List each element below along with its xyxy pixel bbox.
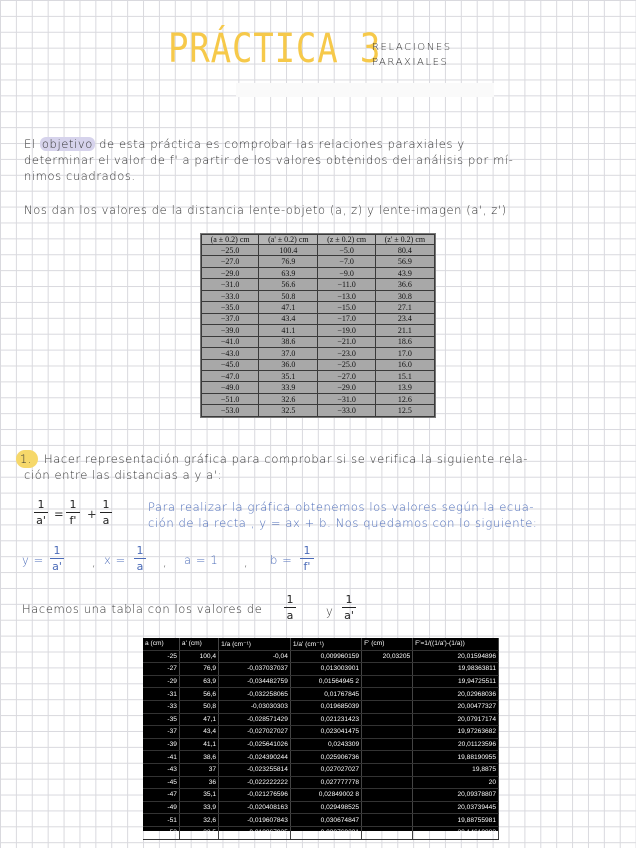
results-table-cell: -0,028571429	[219, 713, 291, 726]
results-table-row	[143, 700, 499, 713]
results-table-cell	[362, 700, 413, 713]
results-table-cell: 100,4	[179, 650, 218, 663]
results-table-row	[143, 675, 499, 688]
photo-table-cell: −47.0	[202, 370, 259, 381]
photo-table-cell: 32.5	[259, 405, 318, 417]
photo-table-cell: 38.6	[259, 336, 318, 347]
results-table-cell	[362, 776, 413, 789]
results-table-cell: 20,03205	[362, 650, 413, 663]
results-table-cell: 20	[413, 776, 499, 789]
results-table-header-cell: F' (cm)	[362, 638, 413, 650]
header-band	[236, 83, 494, 97]
results-table-cell: 0,021231423	[290, 713, 361, 726]
results-table-cell: -0,020408163	[219, 801, 291, 814]
photo-table-header-cell: (a' ± 0.2) cm	[259, 235, 318, 245]
results-table-cell: -37	[143, 726, 179, 739]
results-table-cell: 63,9	[179, 675, 218, 688]
results-table-cell: -29	[143, 675, 179, 688]
photo-table-cell: 18.6	[375, 336, 434, 347]
photo-table-row	[202, 256, 435, 267]
results-table-cell: 0,023041475	[290, 726, 361, 739]
photo-table-cell: 36.6	[375, 279, 434, 290]
intro-1-over-a-prime: 1 a'	[342, 593, 356, 622]
results-table-cell: 37	[179, 763, 218, 776]
results-table-cell: 0,02849002 8	[290, 789, 361, 802]
y-equals: y =	[22, 553, 44, 567]
section-1-line-2: ción entre las distancias a y a':	[24, 468, 223, 482]
formula-equals: =	[54, 507, 64, 521]
subtitle-line-1: RELACIONES	[372, 42, 452, 53]
photo-table-cell: −49.0	[202, 382, 259, 393]
results-table-header-row	[143, 638, 499, 650]
a-equals: a = 1	[184, 553, 219, 567]
results-table-cell: 19,88755981	[413, 814, 499, 827]
photo-table-cell: 33.9	[259, 382, 318, 393]
results-table-cell	[362, 688, 413, 701]
results-table-cell: 76,9	[179, 663, 218, 676]
photo-table-row	[202, 370, 435, 381]
results-table-row	[143, 688, 499, 701]
photo-table-cell: 17.0	[375, 348, 434, 359]
photo-table-cell: 27.1	[375, 302, 434, 313]
results-table-cell: -0,027027027	[219, 726, 291, 739]
results-table-cell: -27	[143, 663, 179, 676]
photo-table-cell: −41.0	[202, 336, 259, 347]
results-table-cell: -0,019607843	[219, 814, 291, 827]
photo-table-cell: −53.0	[202, 405, 259, 417]
photo-table-cell: −35.0	[202, 302, 259, 313]
results-table-cell: 32,5	[179, 826, 218, 839]
intro-line-1: El objetivo de esta práctica es comprobar las relaciones paraxiales y	[24, 137, 465, 151]
results-table-cell: 20,02968036	[413, 688, 499, 701]
photo-table-cell: −7.0	[318, 256, 375, 267]
method-note-line-2: ción de la recta , y = ax + b. Nos quedamos con lo siguiente:	[148, 516, 538, 530]
photo-table-cell: −29.0	[318, 382, 375, 393]
results-table-cell: 0,027027027	[290, 763, 361, 776]
results-table-cell: 19,98363811	[413, 663, 499, 676]
photo-table-cell: −11.0	[318, 279, 375, 290]
photo-table-row	[202, 290, 435, 301]
photo-table-cell: 21.1	[375, 325, 434, 336]
photo-table-cell: −33.0	[318, 405, 375, 417]
photo-table-cell: −21.0	[318, 336, 375, 347]
results-table-row	[143, 826, 499, 839]
results-table-cell: 20,01594896	[413, 650, 499, 663]
photo-table-cell: −27.0	[318, 370, 375, 381]
photo-table-row	[202, 267, 435, 278]
formula-1-over-a: 1 a	[100, 498, 112, 527]
results-table-cell: 19,88190955	[413, 751, 499, 764]
results-table-cell: 41,1	[179, 738, 218, 751]
results-table-cell: -0,018867925	[219, 826, 291, 839]
results-table-row	[143, 663, 499, 676]
photo-table-cell: −29.0	[202, 267, 259, 278]
photo-table-row	[202, 279, 435, 290]
photo-table-cell: 13.9	[375, 382, 434, 393]
results-table-row	[143, 726, 499, 739]
photo-table-cell: 50.8	[259, 290, 318, 301]
method-note-line-1: Para realizar la gráfica obtenemos los valores según la ecua-	[148, 500, 535, 514]
results-table-row	[143, 751, 499, 764]
results-table-row	[143, 801, 499, 814]
results-table-cell: -0,032258065	[219, 688, 291, 701]
results-table-row	[143, 713, 499, 726]
results-table-cell: 0,029498525	[290, 801, 361, 814]
results-table-cell	[362, 826, 413, 839]
photo-table-row	[202, 313, 435, 324]
page-title: PRÁCTICA 3	[168, 26, 382, 72]
photo-table-cell: −15.0	[318, 302, 375, 313]
results-table-cell: -0,037037037	[219, 663, 291, 676]
photo-table-cell: 37.0	[259, 348, 318, 359]
results-table-header-cell: a (cm)	[143, 638, 179, 650]
photo-table-row	[202, 405, 435, 417]
photo-table-header-cell: (z' ± 0.2) cm	[375, 235, 434, 245]
photo-table-cell: 80.4	[375, 245, 434, 256]
photo-table-cell: −25.0	[202, 245, 259, 256]
results-table-header-cell: 1/a' (cm⁻¹)	[290, 638, 361, 650]
formula-1-over-f-prime: 1 f'	[66, 498, 80, 527]
results-table	[143, 638, 499, 837]
results-table-row	[143, 814, 499, 827]
photo-table-cell: 15.1	[375, 370, 434, 381]
results-table-cell: -0,024390244	[219, 751, 291, 764]
x-equals: x =	[104, 553, 126, 567]
results-table-row	[143, 650, 499, 663]
results-table-cell: 0,01564945 2	[290, 675, 361, 688]
y-fraction: 1 a'	[50, 544, 64, 573]
intro-line-3: nimos cuadrados.	[24, 169, 136, 183]
results-table-cell: 0,030674847	[290, 814, 361, 827]
photo-table-cell: −31.0	[202, 279, 259, 290]
results-table-cell: 20,14619883	[413, 826, 499, 839]
photo-table-row	[202, 302, 435, 313]
subtitle-line-2: PARAXIALES	[372, 57, 449, 68]
photo-table-cell: 16.0	[375, 359, 434, 370]
photo-table-cell: 47.1	[259, 302, 318, 313]
formula-1-over-a-prime: 1 a'	[34, 498, 48, 527]
results-table-cell: 32,6	[179, 814, 218, 827]
results-table-cell: 35,1	[179, 789, 218, 802]
table-intro-text: Hacemos una tabla con los valores de	[22, 602, 263, 616]
photo-table-row	[202, 359, 435, 370]
results-table-cell: 0,0243309	[290, 738, 361, 751]
photo-table-cell: 56.9	[375, 256, 434, 267]
results-table-cell: 56,6	[179, 688, 218, 701]
results-table-cell: -43	[143, 763, 179, 776]
results-table-cell	[362, 675, 413, 688]
photo-table-cell: 12.5	[375, 405, 434, 417]
results-table-cell: 43,4	[179, 726, 218, 739]
page-subtitle	[372, 40, 452, 70]
results-table-cell: 0,01767845	[290, 688, 361, 701]
results-table-cell: -45	[143, 776, 179, 789]
intro-1-over-a: 1 a	[284, 593, 296, 622]
results-table-cell: -51	[143, 814, 179, 827]
separator-comma-1: ,	[92, 555, 97, 569]
photo-table-cell: 36.0	[259, 359, 318, 370]
photo-table-cell: −13.0	[318, 290, 375, 301]
results-table-cell: 38,6	[179, 751, 218, 764]
photo-table-row	[202, 325, 435, 336]
photo-table-row	[202, 245, 435, 256]
results-table-cell: -47	[143, 789, 179, 802]
photo-table-row	[202, 393, 435, 404]
photo-table-row	[202, 382, 435, 393]
photo-table-cell: 43.4	[259, 313, 318, 324]
results-table-cell	[362, 789, 413, 802]
results-table-cell: -0,03030303	[219, 700, 291, 713]
intro-line-2: determinar el valor de f' a partir de los valores obtenidos del análisis por mí-	[24, 153, 514, 167]
results-table-cell: 0,019685039	[290, 700, 361, 713]
photo-table-cell: −25.0	[318, 359, 375, 370]
results-table-cell: -39	[143, 738, 179, 751]
photo-table-cell: −37.0	[202, 313, 259, 324]
results-table-cell	[362, 751, 413, 764]
measurement-photo-table	[200, 233, 436, 418]
photo-table-cell: 23.4	[375, 313, 434, 324]
results-table-cell	[362, 763, 413, 776]
results-table-row	[143, 738, 499, 751]
results-table-cell: 19,94725511	[413, 675, 499, 688]
b-equals: b =	[270, 553, 293, 567]
photo-table-cell: −9.0	[318, 267, 375, 278]
separator-comma-2: ,	[163, 555, 168, 569]
results-table-row	[143, 789, 499, 802]
results-table-cell: 20,00477327	[413, 700, 499, 713]
x-fraction: 1 a	[134, 544, 146, 573]
given-values-text: Nos dan los valores de la distancia lente-objeto (a, z) y lente-imagen (a', z')	[24, 203, 507, 217]
results-table-cell: 33,9	[179, 801, 218, 814]
photo-table-cell: 30.8	[375, 290, 434, 301]
photo-table-cell: 76.9	[259, 256, 318, 267]
photo-table-cell: −5.0	[318, 245, 375, 256]
photo-table-cell: −33.0	[202, 290, 259, 301]
results-table-cell: -31	[143, 688, 179, 701]
results-table-header-cell: a' (cm)	[179, 638, 218, 650]
results-table-cell	[362, 663, 413, 676]
results-table-cell: 0,030769231	[290, 826, 361, 839]
results-table-row	[143, 776, 499, 789]
results-table-cell: -0,023255814	[219, 763, 291, 776]
results-table-cell: -0,04	[219, 650, 291, 663]
photo-table-cell: 41.1	[259, 325, 318, 336]
results-table-cell: -0,025641026	[219, 738, 291, 751]
results-table-cell: -33	[143, 700, 179, 713]
results-table-cell	[362, 814, 413, 827]
results-table-cell: -0,022222222	[219, 776, 291, 789]
results-table-cell: 0,027777778	[290, 776, 361, 789]
section-number: 1.	[20, 452, 33, 466]
photo-table-header-row	[202, 235, 435, 245]
results-table-cell: -0,034482759	[219, 675, 291, 688]
photo-table-cell: 32.6	[259, 393, 318, 404]
b-fraction: 1 f'	[300, 544, 314, 573]
results-table-cell: -25	[143, 650, 179, 663]
results-table-cell: -49	[143, 801, 179, 814]
results-table-cell	[362, 801, 413, 814]
results-table-cell: 20,01123596	[413, 738, 499, 751]
results-table-header-cell: 1/a (cm⁻¹)	[219, 638, 291, 650]
results-table-cell: -0,021276596	[219, 789, 291, 802]
results-table-cell: 0,009960159	[290, 650, 361, 663]
photo-table-cell: −51.0	[202, 393, 259, 404]
results-table-cell: 50,8	[179, 700, 218, 713]
results-table-cell: 20,07917174	[413, 713, 499, 726]
photo-table-cell: −19.0	[318, 325, 375, 336]
results-table-cell: 0,013003901	[290, 663, 361, 676]
photo-table-cell: 43.9	[375, 267, 434, 278]
results-table-header-cell: F'=1/((1/a')-(1/a))	[413, 638, 499, 650]
photo-table-cell: −27.0	[202, 256, 259, 267]
photo-table-cell: −39.0	[202, 325, 259, 336]
photo-table-header-cell: (a ± 0.2) cm	[202, 235, 259, 245]
results-table-cell: 19,97263682	[413, 726, 499, 739]
results-table-cell: -41	[143, 751, 179, 764]
formula-plus: +	[87, 507, 97, 521]
photo-table-cell: 63.9	[259, 267, 318, 278]
photo-table-cell: 35.1	[259, 370, 318, 381]
results-table-cell	[362, 726, 413, 739]
results-table-row	[143, 763, 499, 776]
results-table-cell	[362, 738, 413, 751]
photo-table-row	[202, 336, 435, 347]
separator-comma-3: ,	[244, 555, 249, 569]
photo-table-cell: −43.0	[202, 348, 259, 359]
table-intro-connector: y	[326, 604, 334, 618]
photo-table-cell: 56.6	[259, 279, 318, 290]
objective-highlight: objetivo	[41, 137, 93, 151]
section-1-line-1: Hacer representación gráfica para comprobar si se verifica la siguiente rela-	[44, 452, 528, 466]
results-table-cell: 36	[179, 776, 218, 789]
photo-table-cell: 12.6	[375, 393, 434, 404]
results-table-cell: -35	[143, 713, 179, 726]
results-table-cell: 20,09378807	[413, 789, 499, 802]
photo-table-cell: −17.0	[318, 313, 375, 324]
photo-table-header-cell: (z ± 0.2) cm	[318, 235, 375, 245]
photo-table-cell: −31.0	[318, 393, 375, 404]
photo-table-cell: −45.0	[202, 359, 259, 370]
results-table-cell	[362, 713, 413, 726]
results-table-cell: 0,025906736	[290, 751, 361, 764]
photo-table-cell: 100.4	[259, 245, 318, 256]
results-table-cell: 20,03739445	[413, 801, 499, 814]
results-table-cell: -53	[143, 826, 179, 839]
photo-table-row	[202, 348, 435, 359]
results-table-cell: 19,8875	[413, 763, 499, 776]
photo-table-cell: −23.0	[318, 348, 375, 359]
results-table-cell: 47,1	[179, 713, 218, 726]
